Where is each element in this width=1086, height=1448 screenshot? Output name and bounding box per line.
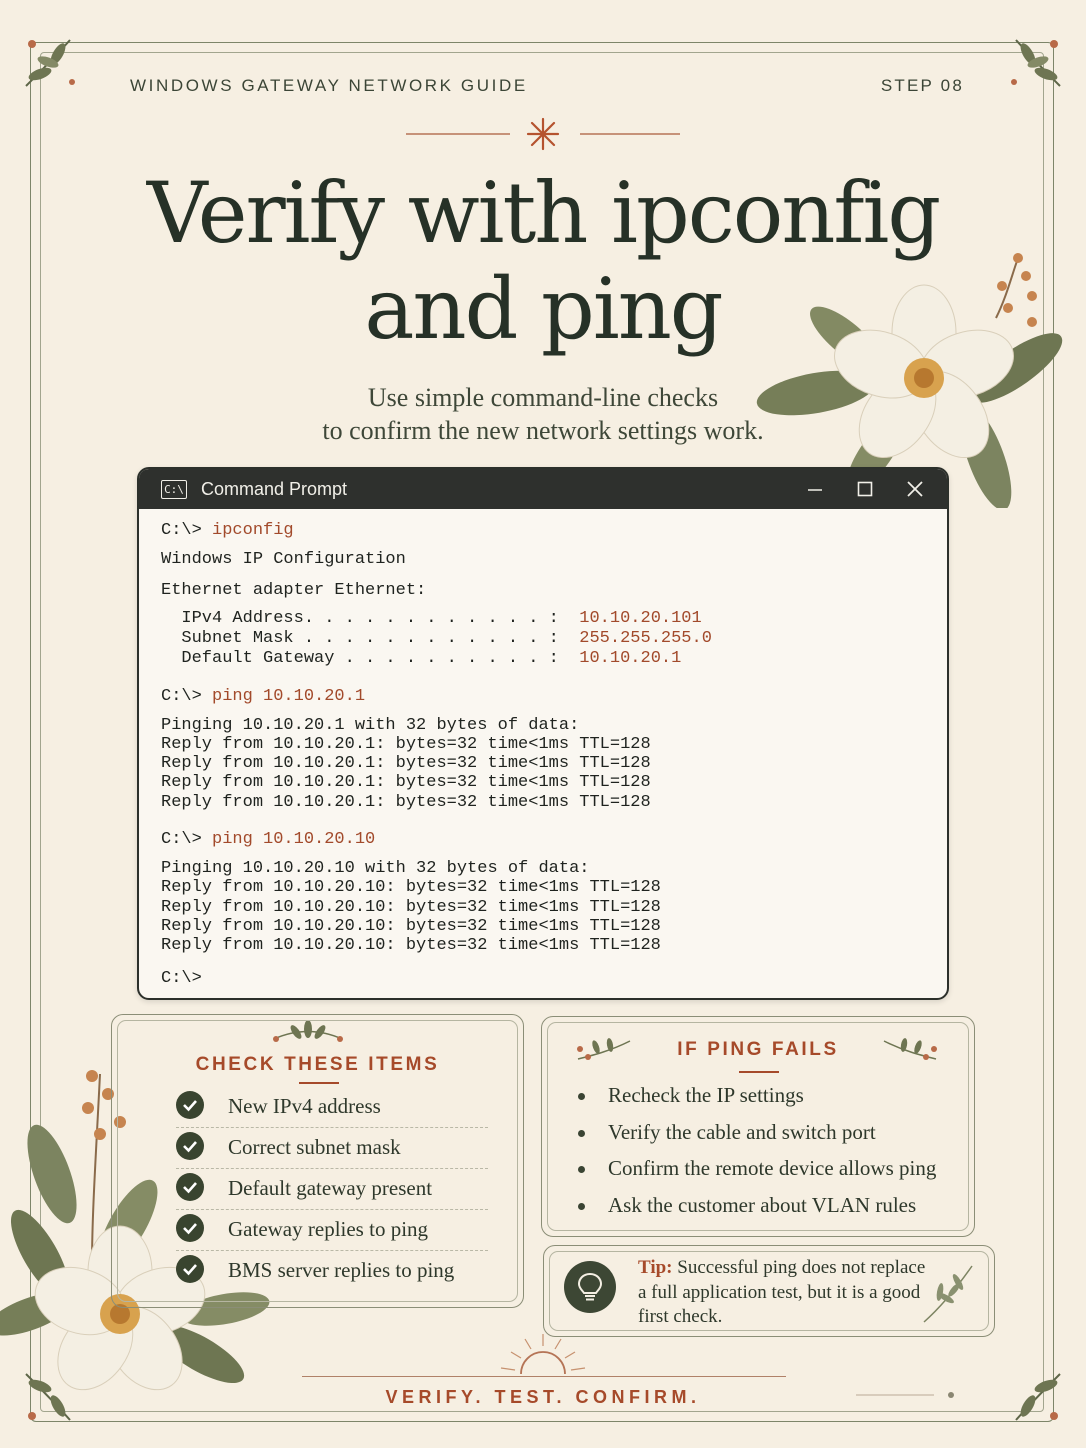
sunburst-ornament [495,1330,591,1376]
page-title [0,165,1086,357]
check-item-label: Default gateway present [228,1176,433,1200]
if-ping-fails-panel [541,1016,975,1237]
leaf-sprig-icon [918,1262,978,1326]
prompt: C:\> [161,687,202,706]
subtitle-line-2: to confirm the new network settings work. [322,416,764,445]
maximize-button[interactable] [855,479,875,499]
fails-heading: IF PING FAILS [677,1039,839,1060]
check-item [176,1128,488,1169]
command-line [161,687,365,707]
footer-tagline: VERIFY. TEST. CONFIRM. [385,1387,701,1407]
maximize-icon [856,480,874,498]
check-heading: CHECK THESE ITEMS [195,1054,440,1075]
close-icon [906,480,924,498]
heading-rule [299,1082,339,1084]
reply-line: Reply from 10.10.20.1: bytes=32 time<1ms TTL=128 [161,793,651,812]
tip-text [638,1256,938,1330]
check-list [176,1087,488,1292]
subnet-value: 255.255.255.0 [579,629,712,648]
reply-line: Reply from 10.10.20.10: bytes=32 time<1ms TTL=128 [161,898,661,917]
minimize-icon [806,480,824,498]
output-line: Pinging 10.10.20.1 with 32 bytes of data: [161,716,580,735]
checkmark-icon [176,1255,204,1283]
check-items-panel [111,1014,524,1308]
checkmark-icon [176,1173,204,1201]
command-line [161,521,294,541]
field-label: IPv4 Address. . . . . . . . . . . . : [161,609,580,628]
window-title: Command Prompt [201,478,348,499]
guide-title: WINDOWS GATEWAY NETWORK GUIDE [130,76,528,95]
checkmark-icon [176,1091,204,1119]
check-item-label: Gateway replies to ping [228,1217,429,1241]
check-item [176,1251,488,1292]
command-ipconfig: ipconfig [212,521,294,540]
command-line [161,830,375,850]
corner-sprig-top-left [18,30,82,94]
checkmark-icon [176,1132,204,1160]
ipv4-value: 10.10.20.101 [579,609,702,628]
footer-divider [302,1376,786,1377]
field-label: Default Gateway . . . . . . . . . . : [161,649,580,668]
cmd-icon: C:\ [161,480,187,499]
command-prompt-window[interactable] [137,467,949,1000]
reply-line: Reply from 10.10.20.10: bytes=32 time<1ms TTL=128 [161,936,661,955]
final-prompt: C:\> [161,969,202,988]
command-ping-server: ping 10.10.20.10 [212,830,376,849]
sprig-ornament [266,1019,350,1047]
check-item [176,1210,488,1251]
subnet-row [161,629,712,649]
gateway-row [161,649,681,669]
reply-line: Reply from 10.10.20.1: bytes=32 time<1ms TTL=128 [161,773,651,792]
fail-item-label: Recheck the IP settings [608,1083,804,1107]
check-item-label: Correct subnet mask [228,1135,401,1159]
fail-item-label: Confirm the remote device allows ping [608,1156,937,1180]
check-item [176,1169,488,1210]
fail-item-label: Verify the cable and switch port [608,1119,876,1144]
lightbulb-icon [564,1261,616,1313]
prompt: C:\> [161,521,202,540]
gateway-value: 10.10.20.1 [579,649,682,668]
tip-panel [543,1245,995,1337]
check-item [176,1087,488,1128]
bullet-icon [578,1093,585,1100]
bullet-icon [578,1203,585,1210]
reply-line: Reply from 10.10.20.10: bytes=32 time<1ms TTL=128 [161,917,661,936]
command-ping-gateway: ping 10.10.20.1 [212,687,366,706]
reply-line: Reply from 10.10.20.1: bytes=32 time<1ms TTL=128 [161,735,651,754]
reply-line: Reply from 10.10.20.1: bytes=32 time<1ms TTL=128 [161,754,651,773]
check-item-label: New IPv4 address [228,1094,381,1118]
ipv4-row [161,609,702,629]
page-title-line-2: and ping [364,260,722,358]
asterisk-ornament [400,114,690,154]
bullet-icon [578,1166,585,1173]
subtitle-line-1: Use simple command-line checks [367,383,719,412]
prompt: C:\> [161,830,202,849]
output-line: Windows IP Configuration [161,550,406,569]
step-label: STEP 08 [880,76,964,95]
output-line: Pinging 10.10.20.10 with 32 bytes of data: [161,859,590,878]
window-titlebar[interactable] [139,469,947,509]
tip-body: Successful ping does not replace a full application test, but it is a good first check. [638,1257,926,1327]
output-line: Ethernet adapter Ethernet: [161,581,427,600]
minimize-button[interactable] [805,479,825,499]
fail-item-label: Ask the customer about VLAN rules [608,1192,917,1217]
corner-sprig-top-right [1004,30,1068,94]
heading-rule [739,1071,779,1073]
bullet-icon [578,1130,585,1137]
checkmark-icon [176,1214,204,1242]
tip-label: Tip: [638,1257,673,1278]
page-subtitle [0,381,1086,447]
reply-line: Reply from 10.10.20.10: bytes=32 time<1ms TTL=128 [161,878,661,897]
footer-dot-ornament [856,1388,960,1402]
page-title-line-1: Verify with ipconfig [146,164,940,262]
field-label: Subnet Mask . . . . . . . . . . . . : [161,629,580,648]
close-button[interactable] [905,479,925,499]
check-item-label: BMS server replies to ping [228,1258,455,1282]
